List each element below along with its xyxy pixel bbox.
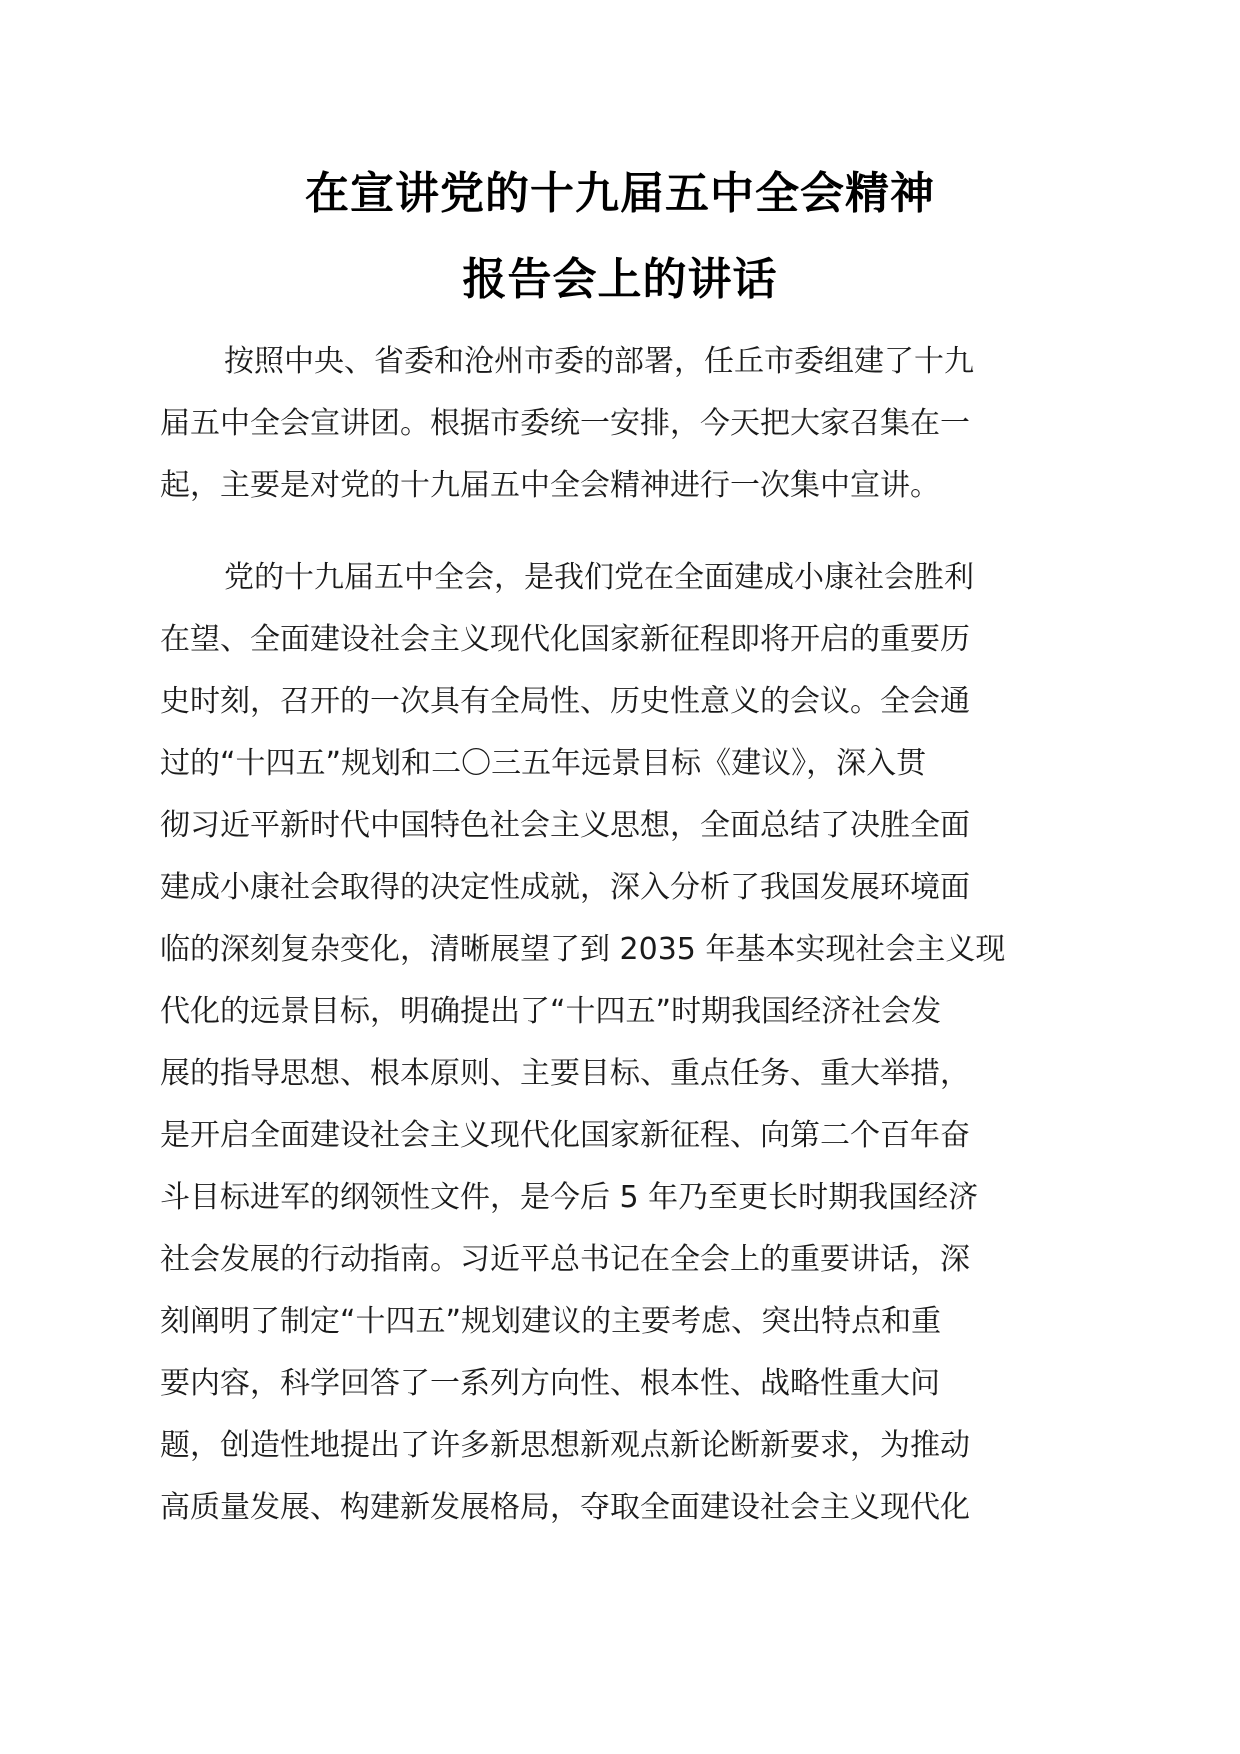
- paragraph-line: 斗目标进军的纲领性文件，是今后 5 年乃至更长时期我国经济: [160, 1180, 979, 1215]
- paragraph-line: 起，主要是对党的十九届五中全会精神进行一次集中宣讲。: [160, 468, 940, 503]
- paragraph-line: 过的“十四五”规划和二〇三五年远景目标《建议》，深入贯: [160, 746, 927, 781]
- document-title-line-1: 在宣讲党的十九届五中全会精神: [305, 168, 935, 219]
- paragraph-line: 彻习近平新时代中国特色社会主义思想，全面总结了决胜全面: [160, 808, 970, 843]
- paragraph-line: 建成小康社会取得的决定性成就，深入分析了我国发展环境面: [160, 870, 970, 905]
- paragraph-line: 题，创造性地提出了许多新思想新观点新论断新要求，为推动: [160, 1428, 970, 1463]
- paragraph-line: 届五中全会宣讲团。根据市委统一安排，今天把大家召集在一: [160, 406, 970, 441]
- paragraph-line: 临的深刻复杂变化，清晰展望了到 2035 年基本实现社会主义现: [160, 932, 1006, 967]
- paragraph-line: 在望、全面建设社会主义现代化国家新征程即将开启的重要历: [160, 622, 970, 657]
- paragraph-line: 要内容，科学回答了一系列方向性、根本性、战略性重大问: [160, 1366, 940, 1401]
- paragraph-line: 刻阐明了制定“十四五”规划建议的主要考虑、突出特点和重: [160, 1304, 942, 1339]
- paragraph-line: 高质量发展、构建新发展格局，夺取全面建设社会主义现代化: [160, 1490, 970, 1525]
- paragraph-line: 展的指导思想、根本原则、主要目标、重点任务、重大举措，: [160, 1056, 970, 1091]
- paragraph-line: 是开启全面建设社会主义现代化国家新征程、向第二个百年奋: [160, 1118, 970, 1153]
- document-title-line-2: 报告会上的讲话: [462, 254, 778, 305]
- paragraph-line: 史时刻，召开的一次具有全局性、历史性意义的会议。全会通: [160, 684, 970, 719]
- paragraph-line: 按照中央、省委和沧州市委的部署，任丘市委组建了十九: [224, 344, 974, 379]
- paragraph-line: 社会发展的行动指南。习近平总书记在全会上的重要讲话，深: [160, 1242, 970, 1277]
- paragraph-line: 党的十九届五中全会，是我们党在全面建成小康社会胜利: [224, 560, 974, 595]
- paragraph-line: 代化的远景目标，明确提出了“十四五”时期我国经济社会发: [160, 994, 942, 1029]
